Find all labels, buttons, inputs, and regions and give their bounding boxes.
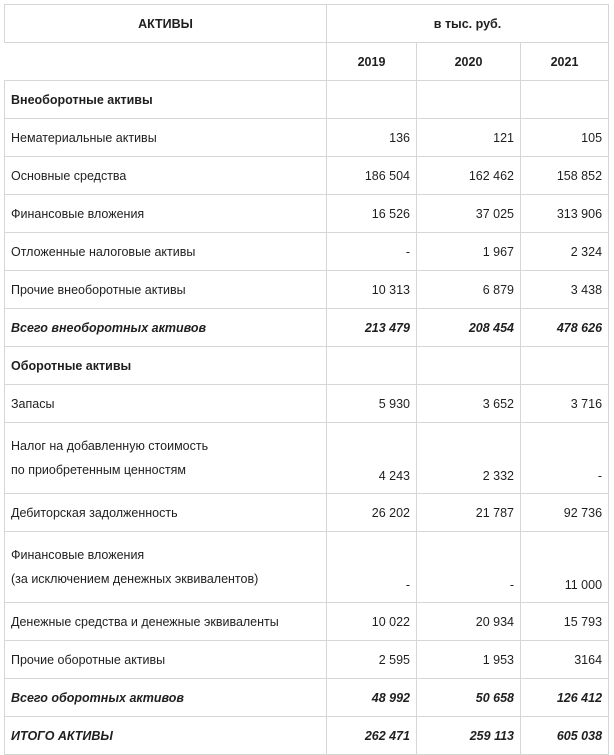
value-2019: 10 313: [327, 271, 417, 309]
value-2019: 16 526: [327, 195, 417, 233]
header-row-top: [5, 5, 609, 43]
year-header-2020: 2020: [417, 43, 521, 81]
value-2019: 4 243: [327, 423, 417, 494]
table-row: [5, 385, 609, 423]
row-label-line: по приобретенным ценностям: [11, 463, 186, 477]
value-2019: 136: [327, 119, 417, 157]
value-2020: 1 967: [417, 233, 521, 271]
value-2021: 2 324: [521, 233, 609, 271]
units-header: в тыс. руб.: [327, 5, 609, 43]
value-2021: 478 626: [521, 309, 609, 347]
value-2019: 5 930: [327, 385, 417, 423]
value-2021: 3 438: [521, 271, 609, 309]
value-2021: [521, 81, 609, 119]
value-2019: -: [327, 532, 417, 603]
value-2021: 3164: [521, 641, 609, 679]
table-row: [5, 641, 609, 679]
table-row: [5, 119, 609, 157]
value-2019: 262 471: [327, 717, 417, 755]
value-2019: 26 202: [327, 494, 417, 532]
table-row: [5, 603, 609, 641]
value-2021: [521, 347, 609, 385]
value-2021: 126 412: [521, 679, 609, 717]
table-row: [5, 271, 609, 309]
row-label-line: Налог на добавленную стоимость: [11, 439, 209, 453]
row-label: Отложенные налоговые активы: [5, 233, 327, 271]
row-label: Дебиторская задолженность: [5, 494, 327, 532]
value-2021: 605 038: [521, 717, 609, 755]
value-2020: 50 658: [417, 679, 521, 717]
year-header-2019: 2019: [327, 43, 417, 81]
row-label: Прочие оборотные активы: [5, 641, 327, 679]
row-label: Основные средства: [5, 157, 327, 195]
assets-table: [4, 4, 609, 755]
value-2019: 213 479: [327, 309, 417, 347]
value-2020: 37 025: [417, 195, 521, 233]
value-2020: [417, 347, 521, 385]
row-label: Прочие внеоборотные активы: [5, 271, 327, 309]
year-header-2021: 2021: [521, 43, 609, 81]
grand-total-row: [5, 717, 609, 755]
row-label: [5, 423, 327, 494]
value-2020: 2 332: [417, 423, 521, 494]
value-2019: [327, 347, 417, 385]
assets-header: АКТИВЫ: [5, 5, 327, 43]
table-row: [5, 157, 609, 195]
row-label: Финансовые вложения: [5, 195, 327, 233]
row-label: [5, 532, 327, 603]
value-2019: [327, 81, 417, 119]
table-row: [5, 532, 609, 603]
row-label: Запасы: [5, 385, 327, 423]
row-label: Нематериальные активы: [5, 119, 327, 157]
row-label: Денежные средства и денежные эквиваленты: [5, 603, 327, 641]
value-2020: 21 787: [417, 494, 521, 532]
table-row: [5, 423, 609, 494]
value-2021: 11 000: [521, 532, 609, 603]
row-label: ИТОГО АКТИВЫ: [5, 717, 327, 755]
value-2020: -: [417, 532, 521, 603]
value-2020: 208 454: [417, 309, 521, 347]
table-row: [5, 195, 609, 233]
value-2019: 186 504: [327, 157, 417, 195]
table-row: [5, 233, 609, 271]
value-2021: -: [521, 423, 609, 494]
value-2019: 10 022: [327, 603, 417, 641]
header-row-years: [5, 43, 609, 81]
value-2019: 2 595: [327, 641, 417, 679]
value-2020: 121: [417, 119, 521, 157]
value-2019: -: [327, 233, 417, 271]
value-2020: 3 652: [417, 385, 521, 423]
value-2020: 259 113: [417, 717, 521, 755]
value-2020: [417, 81, 521, 119]
blank-header-cell: [5, 43, 327, 81]
value-2021: 15 793: [521, 603, 609, 641]
row-label: Оборотные активы: [5, 347, 327, 385]
row-label-line: (за исключением денежных эквивалентов): [11, 572, 259, 586]
total-row: [5, 309, 609, 347]
section-row: [5, 81, 609, 119]
row-label-line: Финансовые вложения: [11, 548, 145, 562]
value-2021: 313 906: [521, 195, 609, 233]
table-row: [5, 494, 609, 532]
value-2020: 162 462: [417, 157, 521, 195]
value-2020: 1 953: [417, 641, 521, 679]
value-2021: 158 852: [521, 157, 609, 195]
value-2021: 92 736: [521, 494, 609, 532]
value-2021: 105: [521, 119, 609, 157]
value-2020: 6 879: [417, 271, 521, 309]
row-label: Всего внеоборотных активов: [5, 309, 327, 347]
total-row: [5, 679, 609, 717]
row-label: Внеоборотные активы: [5, 81, 327, 119]
value-2019: 48 992: [327, 679, 417, 717]
value-2020: 20 934: [417, 603, 521, 641]
row-label: Всего оборотных активов: [5, 679, 327, 717]
section-row: [5, 347, 609, 385]
value-2021: 3 716: [521, 385, 609, 423]
